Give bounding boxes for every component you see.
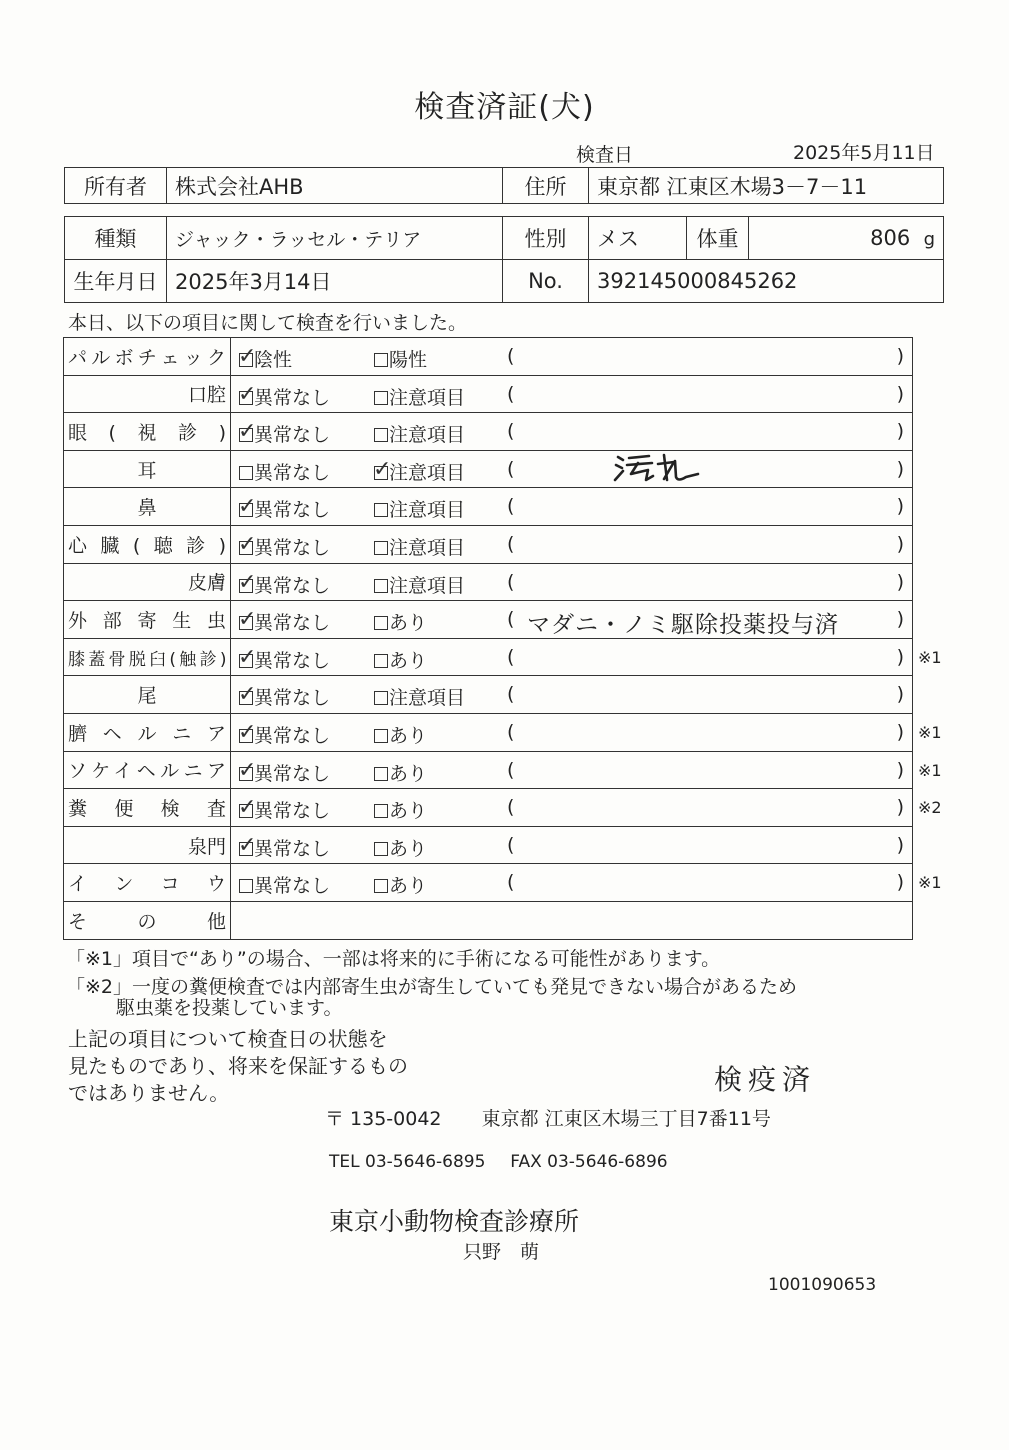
exam-row [64, 751, 913, 789]
exam-row [64, 601, 913, 639]
exam-item-name: インコウ [64, 864, 231, 902]
exam-item-name: 鼻 [64, 488, 231, 526]
option-abnormal[interactable]: あり [374, 796, 427, 823]
footnote-1: 「※1」項目で“あり”の場合、一部は将来的に手術になる可能性があります。 [66, 948, 721, 970]
option-normal[interactable]: ✓ 異常なし [238, 607, 331, 635]
note-paren-open: ( [507, 683, 515, 706]
footnote-2-line-2: 駆虫薬を投薬しています。 [116, 997, 343, 1019]
clinic-name: 東京小動物検査診療所 [329, 1207, 580, 1236]
option-abnormal[interactable]: 陽性 [374, 345, 427, 372]
note-paren-open: ( [507, 532, 515, 555]
option-normal[interactable]: ✓ 異常なし [238, 832, 331, 860]
exam-item-name: 尾 [64, 676, 231, 714]
option-abnormal[interactable]: 注意項目 [374, 571, 465, 598]
checkmark-icon: ✓ [238, 757, 257, 783]
breed-value: ジャック・ラッセル・テリア [167, 217, 503, 260]
number-label: No. [503, 260, 589, 303]
checkbox-icon[interactable] [238, 644, 257, 670]
checkbox-icon[interactable] [238, 795, 257, 821]
footnote-2-line-1: 「※2」一度の糞便検査では内部寄生虫が寄生していても発見できない場合があるため [66, 976, 798, 998]
option-normal[interactable]: ✓ 異常なし [238, 644, 331, 672]
note-paren-open: ( [507, 833, 515, 856]
exam-item-result [231, 789, 913, 827]
sex-value: メス [589, 217, 687, 260]
checkbox-icon[interactable] [238, 531, 257, 557]
checkbox-icon[interactable] [238, 569, 257, 595]
option-abnormal[interactable]: 注意項目 [374, 495, 465, 522]
exam-row [64, 450, 913, 488]
checkbox-icon[interactable] [374, 654, 388, 668]
option-normal[interactable]: ✓ 異常なし [238, 531, 331, 559]
serial-number: 1001090653 [768, 1275, 877, 1295]
option-abnormal[interactable]: あり [374, 721, 427, 748]
checkbox-icon[interactable] [238, 381, 257, 407]
exam-row [64, 413, 913, 451]
weight-value: 806 [870, 226, 911, 250]
quarantine-stamp: 検疫済 [714, 1063, 817, 1096]
checkbox-icon[interactable] [373, 456, 392, 482]
exam-row [64, 375, 913, 413]
note-paren-open: ( [507, 720, 515, 743]
checkbox-icon[interactable] [374, 541, 388, 555]
exam-item-result [231, 375, 913, 413]
exam-row [64, 525, 913, 563]
exam-row [64, 338, 913, 376]
exam-row [64, 789, 913, 827]
postal-code: 〒 135-0042 [325, 1108, 442, 1130]
option-normal[interactable]: ✓ 異常なし [238, 419, 331, 447]
exam-item-name: 皮膚 [64, 563, 231, 601]
owner-table [64, 167, 944, 204]
checkbox-icon[interactable] [238, 682, 257, 708]
note-paren-close: ) [896, 420, 904, 443]
exam-item-name: ソケイヘルニア [64, 751, 231, 789]
exam-row [64, 901, 913, 939]
weight-label: 体重 [687, 217, 749, 260]
exam-item-result [231, 713, 913, 751]
handwritten-note [612, 450, 702, 486]
note-paren-close: ) [896, 608, 904, 631]
exam-item-name: 臍ヘルニア [64, 713, 231, 751]
checkmark-icon: ✓ [238, 381, 257, 407]
telephone: TEL 03-5646-6895 [329, 1152, 486, 1172]
exam-item-result [231, 676, 913, 714]
option-normal[interactable]: 異常なし [239, 871, 330, 898]
clinic-address-line [325, 1104, 771, 1131]
birth-label: 生年月日 [65, 260, 167, 303]
exam-row [64, 563, 913, 601]
note-paren-close: ) [896, 532, 904, 555]
footnote-marker: ※1 [918, 647, 942, 667]
exam-item-result [231, 338, 913, 376]
exam-row [64, 864, 913, 902]
checkbox-icon[interactable] [374, 729, 388, 743]
disclaimer-line-2: 見たものであり、将来を保証するもの [68, 1054, 408, 1078]
checkbox-icon[interactable] [238, 607, 257, 633]
checkbox-icon[interactable] [374, 879, 388, 893]
intro-text: 本日、以下の項目に関して検査を行いました。 [68, 312, 468, 334]
sex-label: 性別 [503, 217, 589, 260]
option-abnormal[interactable]: あり [374, 871, 427, 898]
note-paren-open: ( [507, 420, 515, 443]
exam-note: マダニ・ノミ駆除投薬投与済 [527, 612, 839, 639]
option-normal[interactable]: ✓ 異常なし [238, 757, 331, 785]
exam-item-result [231, 450, 913, 488]
note-paren-close: ) [896, 645, 904, 668]
note-paren-close: ) [896, 570, 904, 593]
note-paren-close: ) [896, 683, 904, 706]
exam-item-result [231, 638, 913, 676]
checkmark-icon: ✓ [238, 569, 257, 595]
option-abnormal[interactable]: ✓ 注意項目 [373, 456, 466, 484]
exam-item-name: 耳 [64, 450, 231, 488]
option-normal[interactable]: ✓ 異常なし [238, 795, 331, 823]
weight-unit: g [923, 229, 935, 250]
option-normal[interactable]: ✓ 異常なし [238, 494, 331, 522]
option-abnormal[interactable]: 注意項目 [374, 683, 465, 710]
exam-row [64, 676, 913, 714]
checkmark-icon: ✓ [373, 456, 392, 482]
checkbox-icon[interactable] [238, 419, 257, 445]
option-abnormal[interactable]: 注意項目 [374, 420, 465, 447]
option-normal[interactable]: ✓ 異常なし [238, 569, 331, 597]
note-paren-open: ( [507, 796, 515, 819]
checkbox-icon[interactable] [239, 879, 253, 893]
checkmark-icon: ✓ [238, 419, 257, 445]
disclaimer-line-1: 上記の項目について検査日の状態を [68, 1027, 388, 1051]
exam-item-result [231, 751, 913, 789]
checkbox-icon[interactable] [238, 757, 257, 783]
checkbox-icon[interactable] [238, 494, 257, 520]
note-paren-open: ( [507, 758, 515, 781]
footnote-marker: ※1 [918, 723, 942, 742]
exam-item-name: 泉門 [64, 826, 231, 864]
exam-row [64, 826, 913, 864]
note-paren-close: ) [896, 382, 904, 405]
exam-item-name: 糞便検査 [64, 789, 231, 827]
note-paren-close: ) [896, 495, 904, 518]
note-paren-close: ) [896, 720, 904, 743]
checkmark-icon: ✓ [238, 494, 257, 520]
checkmark-icon: ✓ [238, 795, 257, 821]
footnote-marker: ※1 [918, 873, 942, 893]
exam-item-result [231, 601, 913, 639]
note-paren-open: ( [507, 608, 515, 631]
option-abnormal[interactable]: あり [374, 834, 427, 861]
owner-value: 株式会社AHB [167, 168, 503, 204]
checkmark-icon: ✓ [238, 607, 257, 633]
exam-row [64, 488, 913, 526]
note-paren-open: ( [507, 457, 515, 480]
note-paren-close: ) [896, 758, 904, 781]
note-paren-open: ( [507, 645, 515, 668]
exam-item-result [231, 864, 913, 902]
exam-item-name: その他 [64, 901, 231, 939]
checkmark-icon: ✓ [238, 644, 257, 670]
note-paren-close: ) [896, 457, 904, 480]
note-paren-open: ( [507, 495, 515, 518]
address-value: 東京都 江東区木場3－7－11 [589, 168, 944, 204]
note-paren-close: ) [896, 871, 904, 894]
note-paren-close: ) [896, 833, 904, 856]
exam-row [64, 713, 913, 751]
exam-date-label: 検査日 [576, 144, 634, 166]
address-label: 住所 [503, 168, 589, 204]
exam-item-name: 心臓(聴診) [64, 525, 231, 563]
document-title: 検査済証(犬) [414, 90, 595, 125]
exam-item-name: 口腔 [64, 375, 231, 413]
checkmark-icon: ✓ [238, 719, 257, 745]
footnote-marker: ※1 [918, 760, 942, 780]
checkbox-icon[interactable] [374, 428, 388, 442]
checkbox-icon[interactable] [374, 691, 388, 705]
breed-label: 種類 [65, 217, 167, 260]
fax: FAX 03-5646-6896 [510, 1152, 668, 1172]
note-paren-close: ) [896, 796, 904, 819]
exam-item-name: パルボチェック [64, 338, 231, 376]
option-abnormal[interactable]: あり [374, 759, 427, 786]
checkbox-icon[interactable] [374, 804, 388, 818]
note-paren-close: ) [896, 345, 904, 367]
exam-item-result [231, 563, 913, 601]
option-normal[interactable]: ✓ 陰性 [238, 344, 293, 371]
exam-item-name: 外部寄生虫 [64, 601, 231, 639]
exam-table [63, 337, 913, 940]
exam-item-result [231, 488, 913, 526]
exam-item-result [231, 525, 913, 563]
disclaimer-line-3: ではありません。 [68, 1081, 230, 1105]
checkmark-icon: ✓ [238, 531, 257, 557]
number-value: 392145000845262 [589, 260, 944, 303]
checkmark-icon: ✓ [238, 344, 257, 369]
checkbox-icon[interactable] [374, 579, 388, 593]
option-abnormal[interactable]: 注意項目 [374, 533, 465, 560]
checkmark-icon: ✓ [238, 832, 257, 858]
option-normal[interactable]: 異常なし [239, 458, 330, 485]
owner-label: 所有者 [65, 168, 167, 204]
checkbox-icon[interactable] [239, 466, 253, 480]
animal-table [64, 216, 944, 303]
note-paren-open: ( [507, 871, 515, 894]
note-paren-open: ( [507, 570, 515, 593]
exam-item-result [231, 826, 913, 864]
exam-item-result [231, 413, 913, 451]
checkbox-icon[interactable] [374, 503, 388, 517]
option-normal[interactable]: ✓ 異常なし [238, 682, 331, 710]
exam-row [64, 638, 913, 676]
option-abnormal[interactable]: 注意項目 [374, 383, 465, 410]
checkbox-icon[interactable] [374, 353, 388, 367]
exam-item-name: 眼(視診) [64, 413, 231, 451]
option-normal[interactable]: ✓ 異常なし [238, 381, 331, 409]
contact-line [329, 1152, 668, 1172]
note-paren-open: ( [507, 382, 515, 405]
checkbox-icon[interactable] [374, 391, 388, 405]
doctor-name: 只野 萌 [463, 1241, 540, 1263]
exam-item-name: 膝蓋骨脱臼(触診) [64, 638, 231, 676]
checkbox-icon[interactable] [238, 832, 257, 858]
checkmark-icon: ✓ [238, 682, 257, 708]
exam-item-result [231, 901, 913, 939]
option-abnormal[interactable]: あり [374, 608, 427, 635]
clinic-address: 東京都 江東区木場三丁目7番11号 [481, 1108, 771, 1130]
footnote-marker: ※2 [918, 798, 942, 818]
checkbox-icon[interactable] [374, 842, 388, 856]
checkbox-icon[interactable] [238, 719, 257, 745]
birth-value: 2025年3月14日 [167, 260, 503, 303]
checkbox-icon[interactable] [238, 344, 257, 369]
option-abnormal[interactable]: あり [374, 646, 427, 673]
note-paren-open: ( [507, 345, 515, 367]
exam-date: 2025年5月11日 [793, 142, 935, 164]
checkbox-icon[interactable] [374, 767, 388, 781]
checkbox-icon[interactable] [374, 616, 388, 630]
option-normal[interactable]: ✓ 異常なし [238, 719, 331, 747]
weight-cell [749, 217, 944, 260]
